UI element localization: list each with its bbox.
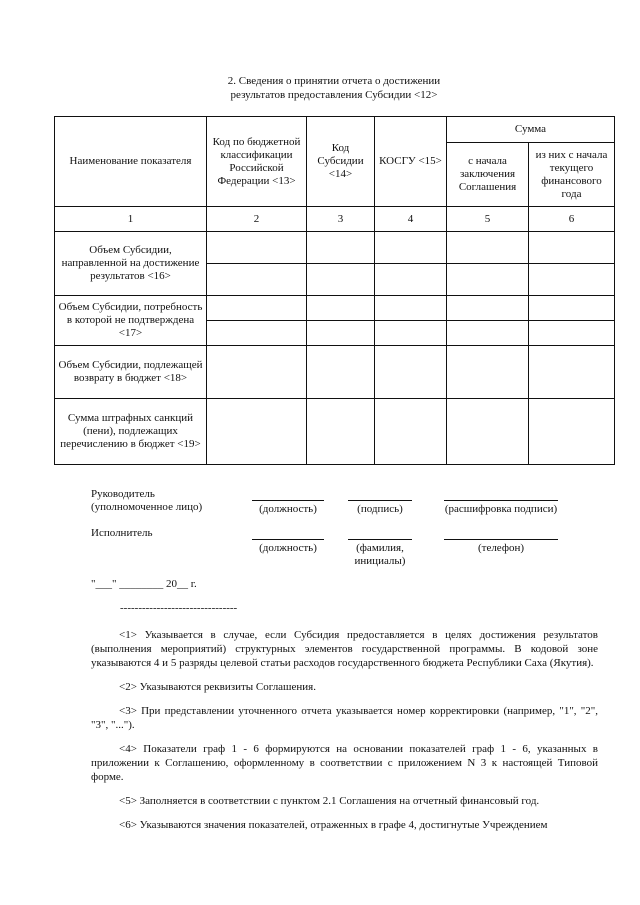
header-current-year: из них с начала текущего финансового года: [529, 143, 615, 207]
table-cell[interactable]: [447, 399, 529, 465]
header-kosgu: КОСГУ <15>: [375, 117, 447, 207]
row-label-return: Объем Субсидии, подлежащей возврату в бюджет <18>: [55, 346, 207, 399]
separator: --------------------------------: [120, 602, 238, 614]
table-cell[interactable]: [307, 296, 375, 321]
table-cell[interactable]: [375, 346, 447, 399]
table-cell[interactable]: [207, 296, 307, 321]
executor-fio-line[interactable]: [348, 539, 412, 540]
table-cell[interactable]: [375, 264, 447, 296]
head-label: [91, 488, 202, 514]
col-number-2: 2: [207, 207, 307, 232]
table-cell[interactable]: [529, 346, 615, 399]
signature-caption: (подпись): [357, 503, 403, 515]
executor-phone-line[interactable]: [444, 539, 558, 540]
table-cell[interactable]: [447, 346, 529, 399]
table-cell[interactable]: [375, 232, 447, 264]
footnote-3: <3> При представлении уточненного отчета указывается номер корректировки (например, "1", "2", "3", "...").: [91, 705, 598, 731]
table-cell[interactable]: [307, 232, 375, 264]
footnotes: [91, 628, 598, 842]
table-cell[interactable]: [307, 321, 375, 346]
table-cell[interactable]: [207, 264, 307, 296]
table-cell[interactable]: [207, 321, 307, 346]
table-cell[interactable]: [207, 232, 307, 264]
table-cell[interactable]: [307, 264, 375, 296]
table-cell[interactable]: [375, 296, 447, 321]
row-label-penalties: Сумма штрафных санкций (пени), подлежащих перечислению в бюджет <19>: [55, 399, 207, 465]
table-cell[interactable]: [529, 321, 615, 346]
phone-caption: (телефон): [477, 542, 525, 554]
position-signature-line[interactable]: [252, 500, 324, 501]
footnote-5: <5> Заполняется в соответствии с пунктом 2.1 Соглашения на отчетный финансовый год.: [119, 795, 540, 807]
head-label-line2: (уполномоченное лицо): [91, 501, 203, 513]
table-cell[interactable]: [207, 346, 307, 399]
header-since-start: с начала заключения Соглашения: [447, 143, 529, 207]
col-number-3: 3: [307, 207, 375, 232]
section-title-line1: 2. Сведения о принятии отчета о достижении: [227, 75, 441, 87]
table-cell[interactable]: [529, 296, 615, 321]
col-number-5: 5: [447, 207, 529, 232]
header-kbk: Код по бюджетной классификации Российской Федерации <13>: [207, 117, 307, 207]
date-line: "___" ________ 20__ г.: [91, 578, 197, 590]
table-cell[interactable]: [307, 399, 375, 465]
table-cell[interactable]: [375, 321, 447, 346]
table-cell[interactable]: [207, 399, 307, 465]
col-number-6: 6: [529, 207, 615, 232]
table-cell[interactable]: [447, 296, 529, 321]
table-row: [55, 346, 615, 399]
footnote-4: <4> Показатели граф 1 - 6 формируются на основании показателей граф 1 - 6, указанных в приложении к Соглашению, оформленному в соответствии с приложением N 3 к настоящей Типовой форме.: [91, 743, 598, 783]
table-cell[interactable]: [375, 399, 447, 465]
footnote-1: <1> Указывается в случае, если Субсидия предоставляется в целях достижения результатов (выполнения мероприятий) структурных элементов государственной программы. В кодовой зоне указываются 4 и 5 разряды целевой статьи расходов государственного бюджета Республики Саха (Якутия).: [91, 629, 598, 669]
table-cell[interactable]: [529, 399, 615, 465]
table-row: [55, 232, 615, 264]
header-subsidy-code: Код Субсидии <14>: [307, 117, 375, 207]
decode-signature-line[interactable]: [444, 500, 558, 501]
decode-caption: (расшифровка подписи): [444, 503, 558, 515]
header-indicator-name: Наименование показателя: [55, 117, 207, 207]
table-cell[interactable]: [447, 321, 529, 346]
signature-line[interactable]: [348, 500, 412, 501]
header-sum: Сумма: [447, 117, 615, 143]
table-cell[interactable]: [447, 232, 529, 264]
executor-label: Исполнитель: [91, 527, 153, 539]
row-label-directed: Объем Субсидии, направленной на достижение результатов <16>: [55, 232, 207, 296]
fio-caption: (фамилия, инициалы): [354, 542, 406, 567]
position-caption: (должность): [259, 503, 317, 515]
head-label-line1: Руководитель: [91, 488, 155, 500]
col-number-4: 4: [375, 207, 447, 232]
table-cell[interactable]: [529, 232, 615, 264]
executor-position-line[interactable]: [252, 539, 324, 540]
executor-position-caption: (должность): [259, 542, 317, 554]
row-label-unconfirmed: Объем Субсидии, потребность в которой не подтверждена <17>: [55, 296, 207, 346]
table-cell[interactable]: [307, 346, 375, 399]
col-number-1: 1: [55, 207, 207, 232]
table-cell[interactable]: [447, 264, 529, 296]
table-row: [55, 296, 615, 321]
section-title: [54, 74, 614, 102]
section-title-line2: результатов предоставления Субсидии <12>: [230, 89, 438, 101]
footnote-6: <6> Указываются значения показателей, отраженных в графе 4, достигнутые Учреждением: [119, 819, 548, 831]
table-cell[interactable]: [529, 264, 615, 296]
footnote-2: <2> Указываются реквизиты Соглашения.: [119, 681, 316, 693]
report-table: [54, 116, 615, 465]
table-row: [55, 399, 615, 465]
